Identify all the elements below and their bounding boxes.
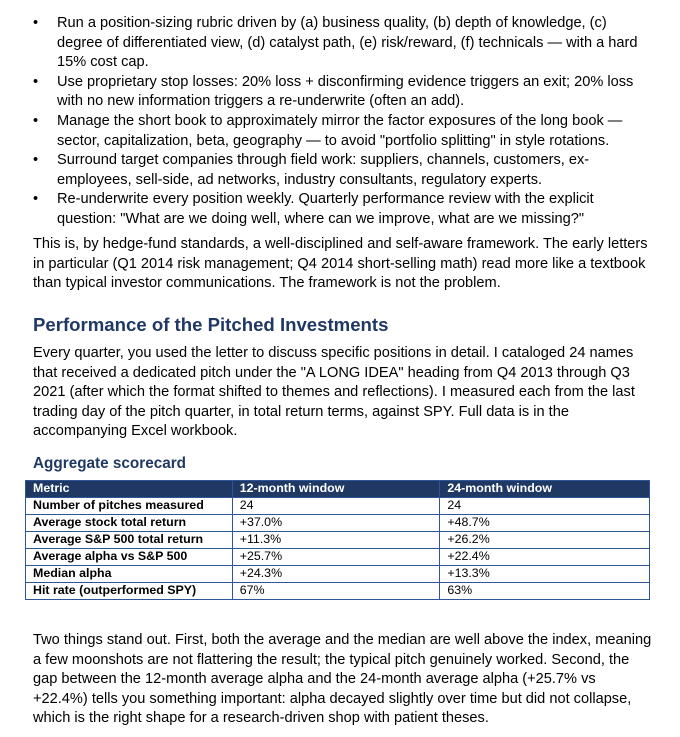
bullet-item: • Use proprietary stop losses: 20% loss + disconfirming evidence triggers an exit; 20% loss with no new information triggers a re-underwrite (often an add). [33, 73, 634, 110]
value-cell-12m: 24 [232, 498, 440, 515]
metric-cell: Average S&P 500 total return [26, 532, 233, 549]
table-row [26, 549, 650, 566]
value-cell-12m: +37.0% [232, 515, 440, 532]
value-cell-24m: 63% [440, 583, 650, 600]
bullet-item: • Surround target companies through field work: suppliers, channels, customers, ex-employees, sell-side, ad networks, industry consultants, regulatory experts. [33, 152, 590, 188]
value-cell-24m: +48.7% [440, 515, 650, 532]
conclusion-paragraph: Two things stand out. First, both the average and the median are well above the index, meaning a few moonshots are not flattering the result; the typical pitch genuinely worked. Second, the gap between the 12-month average alpha and the 24-month average alpha (+25.7% vs +22.4%) tells you something important: alpha decayed slightly over time but did not collapse, which is the right shape for a research-driven shop with patient theses. [33, 632, 652, 727]
value-cell-12m: +24.3% [232, 566, 440, 583]
bullet-dot-icon: • [33, 15, 39, 31]
metric-cell: Average alpha vs S&P 500 [26, 549, 233, 566]
column-header-12-month: 12-month window [232, 481, 440, 498]
value-cell-12m: +11.3% [232, 532, 440, 549]
value-cell-12m: +25.7% [232, 549, 440, 566]
bullet-item: • Manage the short book to approximately mirror the factor exposures of the long book — sector, capitalization, beta, geography — to avoid "portfolio splitting" in style rotations. [33, 112, 623, 149]
value-cell-24m: +26.2% [440, 532, 650, 549]
bullet-dot-icon: • [33, 191, 39, 208]
column-header-metric: Metric [26, 481, 233, 498]
bullet-dot-icon: • [33, 152, 39, 169]
table-row [26, 566, 650, 583]
performance-paragraph: Every quarter, you used the letter to discuss specific positions in detail. I cataloged 24 names that received a dedicated pitch under the "A LONG IDEA" heading from Q4 2013 through Q3 2021 (after which the format shifted to themes and reflections). I measured each from the last trading day of the pitch quarter, in total return terms, against SPY. Full data is in the accompanying Excel workbook. [33, 345, 635, 440]
table-header-row [26, 481, 650, 498]
value-cell-24m: +13.3% [440, 566, 650, 583]
table-row [26, 515, 650, 532]
bullet-item: • Run a position-sizing rubric driven by (a) business quality, (b) depth of knowledge, (c) degree of differentiated view, (d) catalyst path, (e) risk/reward, (f) technicals — with a hard 15% cost cap. [33, 15, 638, 71]
metric-cell: Average stock total return [26, 515, 233, 532]
framework-bullet-list [0, 14, 640, 230]
value-cell-24m: +22.4% [440, 549, 650, 566]
scorecard-heading: Aggregate scorecard [33, 455, 187, 472]
metric-cell: Median alpha [26, 566, 233, 583]
metric-cell: Number of pitches measured [26, 498, 233, 515]
bullet-dot-icon: • [33, 112, 39, 129]
bullet-item: • Re-underwrite every position weekly. Quarterly performance review with the explicit question: "What are we doing well, where can we improve, what are we missing?" [33, 191, 594, 227]
aggregate-scorecard-table [25, 480, 650, 600]
framework-paragraph: This is, by hedge-fund standards, a well-disciplined and self-aware framework. The early letters in particular (Q1 2014 risk management; Q4 2014 short-selling math) read more like a textbook than typical investor communications. The framework is not the problem. [33, 236, 648, 292]
table-row [26, 532, 650, 549]
table-row [26, 583, 650, 600]
performance-heading: Performance of the Pitched Investments [33, 314, 389, 335]
column-header-24-month: 24-month window [440, 481, 650, 498]
value-cell-12m: 67% [232, 583, 440, 600]
metric-cell: Hit rate (outperformed SPY) [26, 583, 233, 600]
table-row [26, 498, 650, 515]
value-cell-24m: 24 [440, 498, 650, 515]
bullet-dot-icon: • [33, 73, 39, 90]
